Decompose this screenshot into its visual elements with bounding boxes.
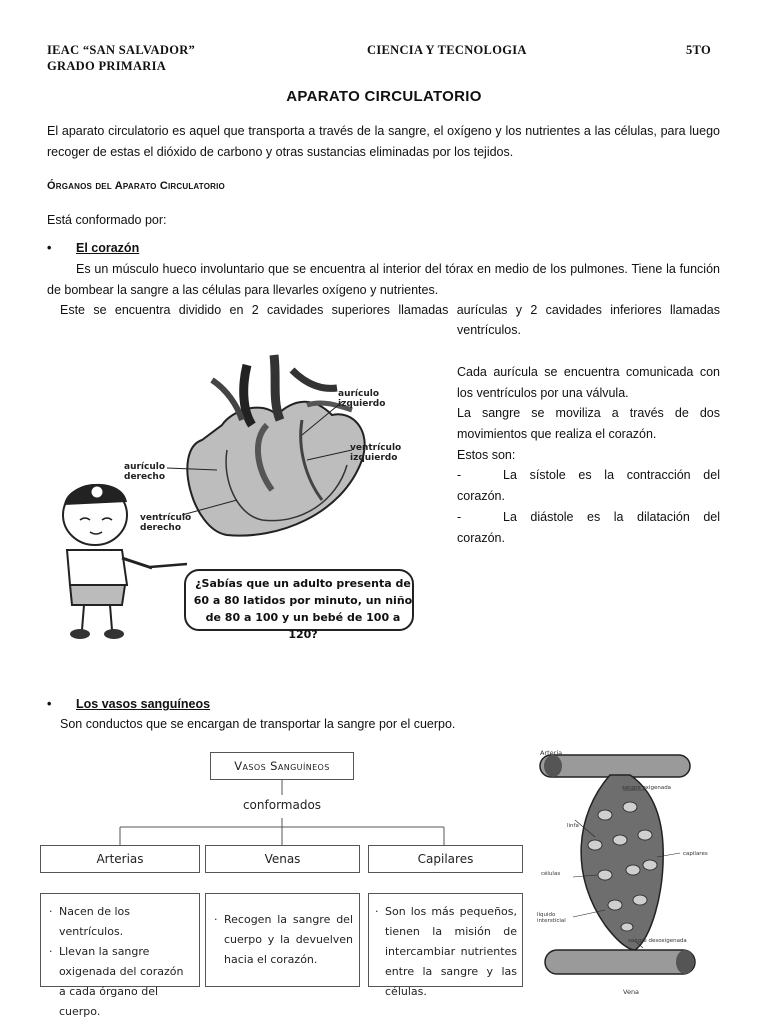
bubble-text: ¿Sabías que un adulto presenta de 60 a 80 latidos por minuto, un niño de 80 a 100 y un bebé de 100 a 120? — [193, 577, 413, 641]
fig-arteria: Arteria — [540, 749, 563, 757]
label-auriculo-derecho: aurículo derecho — [124, 462, 166, 482]
arterias-item-2: · Llevan la sangre oxigenada del corazón a cada órgano del cuerpo. — [49, 942, 193, 1022]
diagram-root-label: Vasos Sanguíneos — [234, 759, 330, 773]
diagram-link: conformados — [242, 798, 322, 812]
organs-heading: Órganos del Aparato Circulatorio — [47, 180, 225, 192]
venas-item-1: · Recogen la sangre del cuerpo y la devuelven hacia el corazón. — [214, 910, 353, 970]
subject-name: CIENCIA Y TECNOLOGIA — [367, 43, 527, 57]
sistole-text: La sístole es la contracción del corazón. — [457, 468, 720, 503]
fig-liquido-intersticial: líquido intersticial — [537, 912, 566, 924]
capilares-description — [368, 893, 523, 998]
capillary-illustration — [535, 745, 735, 1000]
grade-short: 5TO — [686, 43, 711, 57]
heart-heading: El corazón — [76, 241, 140, 255]
vein-tube — [545, 950, 695, 974]
venas-item-1-text: Recogen la sangre del cuerpo y la devuelven hacia el corazón. — [224, 913, 353, 966]
grade-level: GRADO PRIMARIA — [47, 59, 167, 73]
diagram-capilares — [368, 845, 523, 873]
fig-sangre-oxigenada: sangre oxigenada — [622, 785, 672, 791]
label-auriculo-izquierdo: aurículo izquierdo — [338, 389, 386, 409]
label-ventriculo-derecho: ventrículo derecho — [140, 513, 192, 533]
vessels-bullet: • — [47, 697, 52, 711]
heart-bullet: • — [47, 241, 52, 255]
fig-linfa: linfa — [567, 823, 579, 829]
composed-by: Está conformado por: — [47, 213, 167, 227]
venas-description — [205, 893, 360, 987]
heart-drawing — [187, 355, 364, 536]
blood-movement-text: La sangre se moviliza a través de dos movimientos que realiza el corazón. — [457, 406, 720, 441]
heart-paragraph-1: Es un músculo hueco involuntario que se encuentra al interior del tórax en medio de los pulmones. Tiene la función de bombear la sangre a las células para llevarles oxígeno y nutrientes. — [47, 262, 720, 297]
fig-sangre-desoxigenada: sangre desoxigenada — [628, 938, 687, 944]
arterias-item-2-text: Llevan la sangre oxigenada del corazón a cada órgano del cuerpo. — [59, 945, 184, 1018]
diagram-arterias — [40, 845, 200, 873]
label-ventriculo-izquierdo: ventrículo izquierdo — [350, 443, 402, 463]
school-name: IEAC “SAN SALVADOR” — [47, 43, 196, 57]
fig-celulas: células — [541, 871, 561, 877]
auricle-text: Cada aurícula se encuentra comunicada con los ventrículos por una válvula. — [457, 365, 720, 400]
artery-tube — [540, 755, 690, 777]
diastole-text: La diástole es la dilatación del corazón. — [457, 510, 720, 545]
page-title: APARATO CIRCULATORIO — [286, 88, 482, 105]
heart-paragraph-2-end: ventrículos. — [457, 323, 521, 337]
these-are-text: Estos son: — [457, 448, 516, 462]
dash-sistole: - — [457, 468, 462, 482]
intro-paragraph: El aparato circulatorio es aquel que transporta a través de la sangre, el oxígeno y los nutrientes a las células, para luego recoger de estas el dióxido de carbono y otras sustancias eliminadas por los tejidos. — [47, 124, 720, 159]
capilares-label: Capilares — [417, 852, 474, 866]
arterias-description — [40, 893, 200, 1018]
capilares-item-1: · Son los más pequeños, tienen la misión de intercambiar nutrientes entre la sangre y las células. — [375, 902, 517, 1002]
fig-capilares: capilares — [683, 851, 708, 857]
capilares-item-1-text: Son los más pequeños, tienen la misión de intercambiar nutrientes entre la sangre y las células. — [385, 905, 517, 998]
vessels-text: Son conductos que se encargan de transportar la sangre por el cuerpo. — [60, 717, 456, 731]
diagram-root — [210, 752, 354, 780]
fig-vena: Vena — [623, 988, 640, 996]
arterias-item-1: · Nacen de los ventrículos. — [49, 902, 193, 942]
diagram-venas — [205, 845, 360, 873]
arterias-label: Arterias — [96, 852, 144, 866]
venas-label: Venas — [264, 852, 301, 866]
boy-drawing — [63, 484, 187, 639]
vessels-heading: Los vasos sanguíneos — [76, 697, 211, 711]
dash-diastole: - — [457, 510, 462, 524]
heart-paragraph-2: Este se encuentra dividido en 2 cavidades superiores llamadas aurículas y 2 cavidades inferiores llamadas — [60, 303, 720, 317]
arterias-item-1-text: Nacen de los ventrículos. — [59, 905, 131, 938]
